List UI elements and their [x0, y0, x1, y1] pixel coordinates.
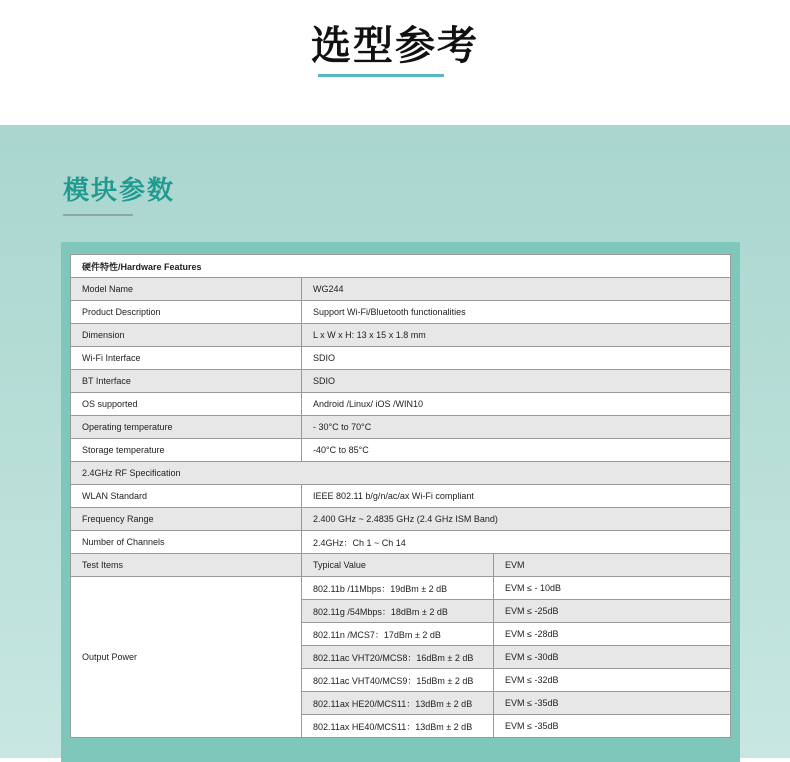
table-row — [71, 485, 731, 508]
table-row — [71, 416, 731, 439]
row-value: -40°C to 85°C — [302, 439, 731, 462]
evm-value: EVM ≤ -35dB — [494, 692, 731, 715]
section-underline — [63, 214, 133, 216]
typical-value: 802.11g /54Mbps：18dBm ± 2 dB — [302, 600, 494, 623]
row-label: Frequency Range — [71, 508, 302, 531]
row-value: Support Wi-Fi/Bluetooth functionalities — [302, 301, 731, 324]
row-value: WG244 — [302, 278, 731, 301]
typical-value: 802.11ax HE40/MCS11：13dBm ± 2 dB — [302, 715, 494, 738]
table-row — [71, 508, 731, 531]
hardware-header-row — [71, 255, 731, 278]
evm-value: EVM ≤ -28dB — [494, 623, 731, 646]
typical-value: 802.11ac VHT40/MCS9：15dBm ± 2 dB — [302, 669, 494, 692]
test-header-row — [71, 554, 731, 577]
typical-value: 802.11n /MCS7：17dBm ± 2 dB — [302, 623, 494, 646]
table-row — [71, 278, 731, 301]
output-power-label: Output Power — [71, 577, 302, 738]
row-value: SDIO — [302, 370, 731, 393]
evm-value: EVM ≤ -35dB — [494, 715, 731, 738]
row-label: Number of Channels — [71, 531, 302, 554]
row-label: WLAN Standard — [71, 485, 302, 508]
typical-value-header: Typical Value — [302, 554, 494, 577]
rf-header: 2.4GHz RF Specification — [71, 462, 731, 485]
table-row — [71, 347, 731, 370]
hardware-header: 硬件特性/Hardware Features — [71, 255, 731, 278]
row-value: 2.4GHz：Ch 1 ~ Ch 14 — [302, 531, 731, 554]
row-value: 2.400 GHz ~ 2.4835 GHz (2.4 GHz ISM Band) — [302, 508, 731, 531]
typical-value: 802.11ax HE20/MCS11：13dBm ± 2 dB — [302, 692, 494, 715]
test-items-header: Test Items — [71, 554, 302, 577]
row-value: - 30°C to 70°C — [302, 416, 731, 439]
evm-value: EVM ≤ - 10dB — [494, 577, 731, 600]
row-label: Model Name — [71, 278, 302, 301]
title-underline — [318, 74, 444, 77]
rf-header-row — [71, 462, 731, 485]
row-value: SDIO — [302, 347, 731, 370]
table-row — [71, 393, 731, 416]
row-value: IEEE 802.11 b/g/n/ac/ax Wi-Fi compliant — [302, 485, 731, 508]
table-row — [71, 370, 731, 393]
table-row — [71, 577, 731, 600]
section-title: 模块参数 — [63, 176, 176, 206]
evm-value: EVM ≤ -32dB — [494, 669, 731, 692]
page-title: 选型参考 — [311, 23, 479, 69]
table-row — [71, 531, 731, 554]
row-label: Dimension — [71, 324, 302, 347]
evm-header: EVM — [494, 554, 731, 577]
evm-value: EVM ≤ -30dB — [494, 646, 731, 669]
typical-value: 802.11b /11Mbps：19dBm ± 2 dB — [302, 577, 494, 600]
row-value: Android /Linux/ iOS /WIN10 — [302, 393, 731, 416]
row-label: Product Description — [71, 301, 302, 324]
table-row — [71, 439, 731, 462]
row-value: L x W x H: 13 x 15 x 1.8 mm — [302, 324, 731, 347]
row-label: Operating temperature — [71, 416, 302, 439]
evm-value: EVM ≤ -25dB — [494, 600, 731, 623]
row-label: Wi-Fi Interface — [71, 347, 302, 370]
row-label: BT Interface — [71, 370, 302, 393]
row-label: OS supported — [71, 393, 302, 416]
spec-table — [70, 254, 731, 738]
table-row — [71, 301, 731, 324]
row-label: Storage temperature — [71, 439, 302, 462]
typical-value: 802.11ac VHT20/MCS8：16dBm ± 2 dB — [302, 646, 494, 669]
table-row — [71, 324, 731, 347]
